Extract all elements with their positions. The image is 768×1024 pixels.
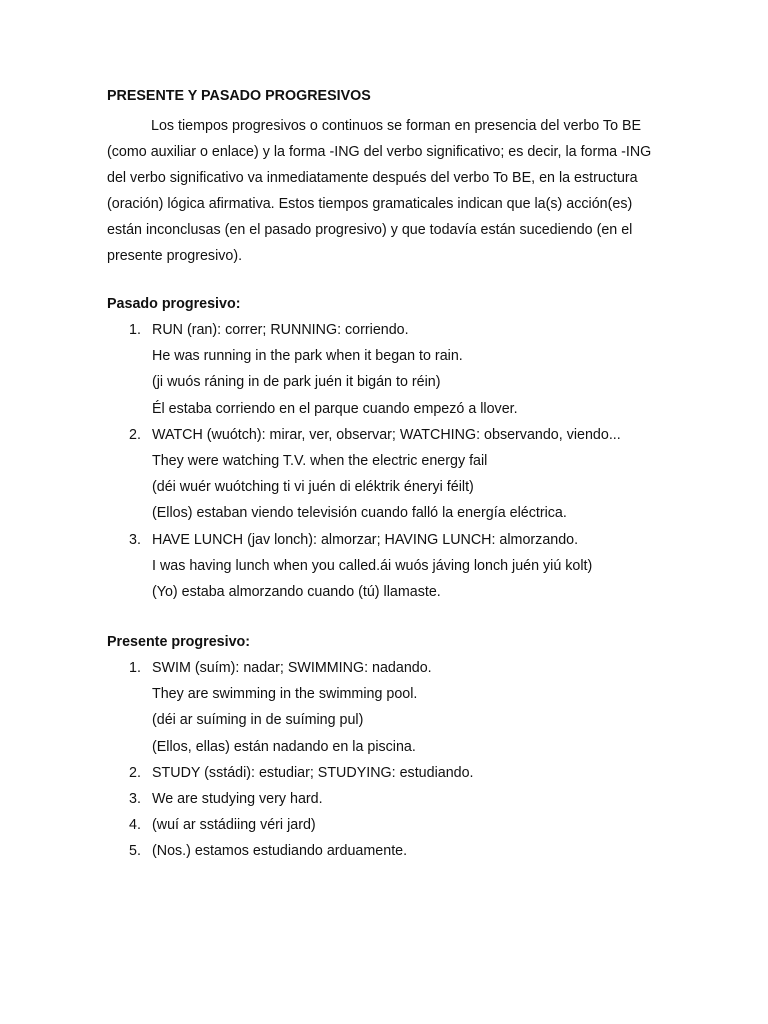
list-item-text: RUN (ran): correr; RUNNING: corriendo. (152, 322, 409, 338)
list-item-text: HAVE LUNCH (jav lonch): almorzar; HAVING LUNCH: almorzando. (152, 531, 579, 548)
list-item-example-line: Él estaba corriendo en el parque cuando empezó a llover. (152, 400, 518, 417)
list-item-text: SWIM (suím): nadar; SWIMMING: nadando. (152, 660, 432, 676)
list-item-text: (wuí ar sstádiing véri jard) (152, 817, 316, 834)
list-item-text: STUDY (sstádi): estudiar; STUDYING: estudiando. (152, 764, 474, 781)
list-item-example-line: (Ellos) estaban viendo televisión cuando falló la energía eléctrica. (152, 505, 567, 522)
present-section-title: Presente progresivo: (107, 634, 251, 650)
document-title: PRESENTE Y PASADO PROGRESIVOS (107, 88, 371, 104)
list-item-number: 5. (129, 843, 141, 860)
list-item-example-line: I was having lunch when you called.ái wuós jáving lonch juén yiú kolt) (152, 557, 593, 574)
past-section-title: Pasado progresivo: (107, 296, 241, 312)
list-item-example-line: They are swimming in the swimming pool. (152, 686, 418, 703)
list-item-number: 1. (129, 322, 141, 338)
list-item-number: 3. (129, 791, 141, 807)
list-item-number: 3. (129, 531, 141, 548)
list-item-example-line: (ji wuós ráning in de park juén it bigán to réin) (152, 374, 441, 391)
list-item-text: WATCH (wuótch): mirar, ver, observar; WATCHING: observando, viendo... (152, 426, 621, 443)
list-item-number: 1. (129, 660, 141, 676)
list-item-text: (Nos.) estamos estudiando arduamente. (152, 843, 408, 860)
list-item-example-line: (déi ar suíming in de suíming pul) (152, 712, 364, 729)
list-item-number: 4. (129, 817, 141, 834)
list-item-example-line: He was running in the park when it began to rain. (152, 348, 463, 365)
list-item-text: We are studying very hard. (152, 791, 323, 807)
list-item-example-line: They were watching T.V. when the electric energy fail (152, 453, 488, 469)
list-item-example-line: (déi wuér wuótching ti vi juén di eléktrik éneryi féilt) (152, 479, 474, 496)
list-item-number: 2. (129, 426, 141, 443)
list-item-number: 2. (129, 764, 141, 781)
list-item-example-line: (Ellos, ellas) están nadando en la piscina. (152, 738, 416, 755)
list-item-example-line: (Yo) estaba almorzando cuando (tú) llamaste. (152, 584, 441, 600)
intro-paragraph: Los tiempos progresivos o continuos se forman en presencia del verbo To BE (como auxiliar o enlace) y la forma -ING del verbo significativo; es decir, la forma -ING del verbo significativo va inmediatamente después del verbo To BE, en la estructura (oración) lógica afirmativa. Estos tiempos gramaticales indican que la(s) acción(es) están inconclusas (en el pasado progresivo) y que todavía están sucediendo (en el presente progresivo). (107, 118, 652, 264)
